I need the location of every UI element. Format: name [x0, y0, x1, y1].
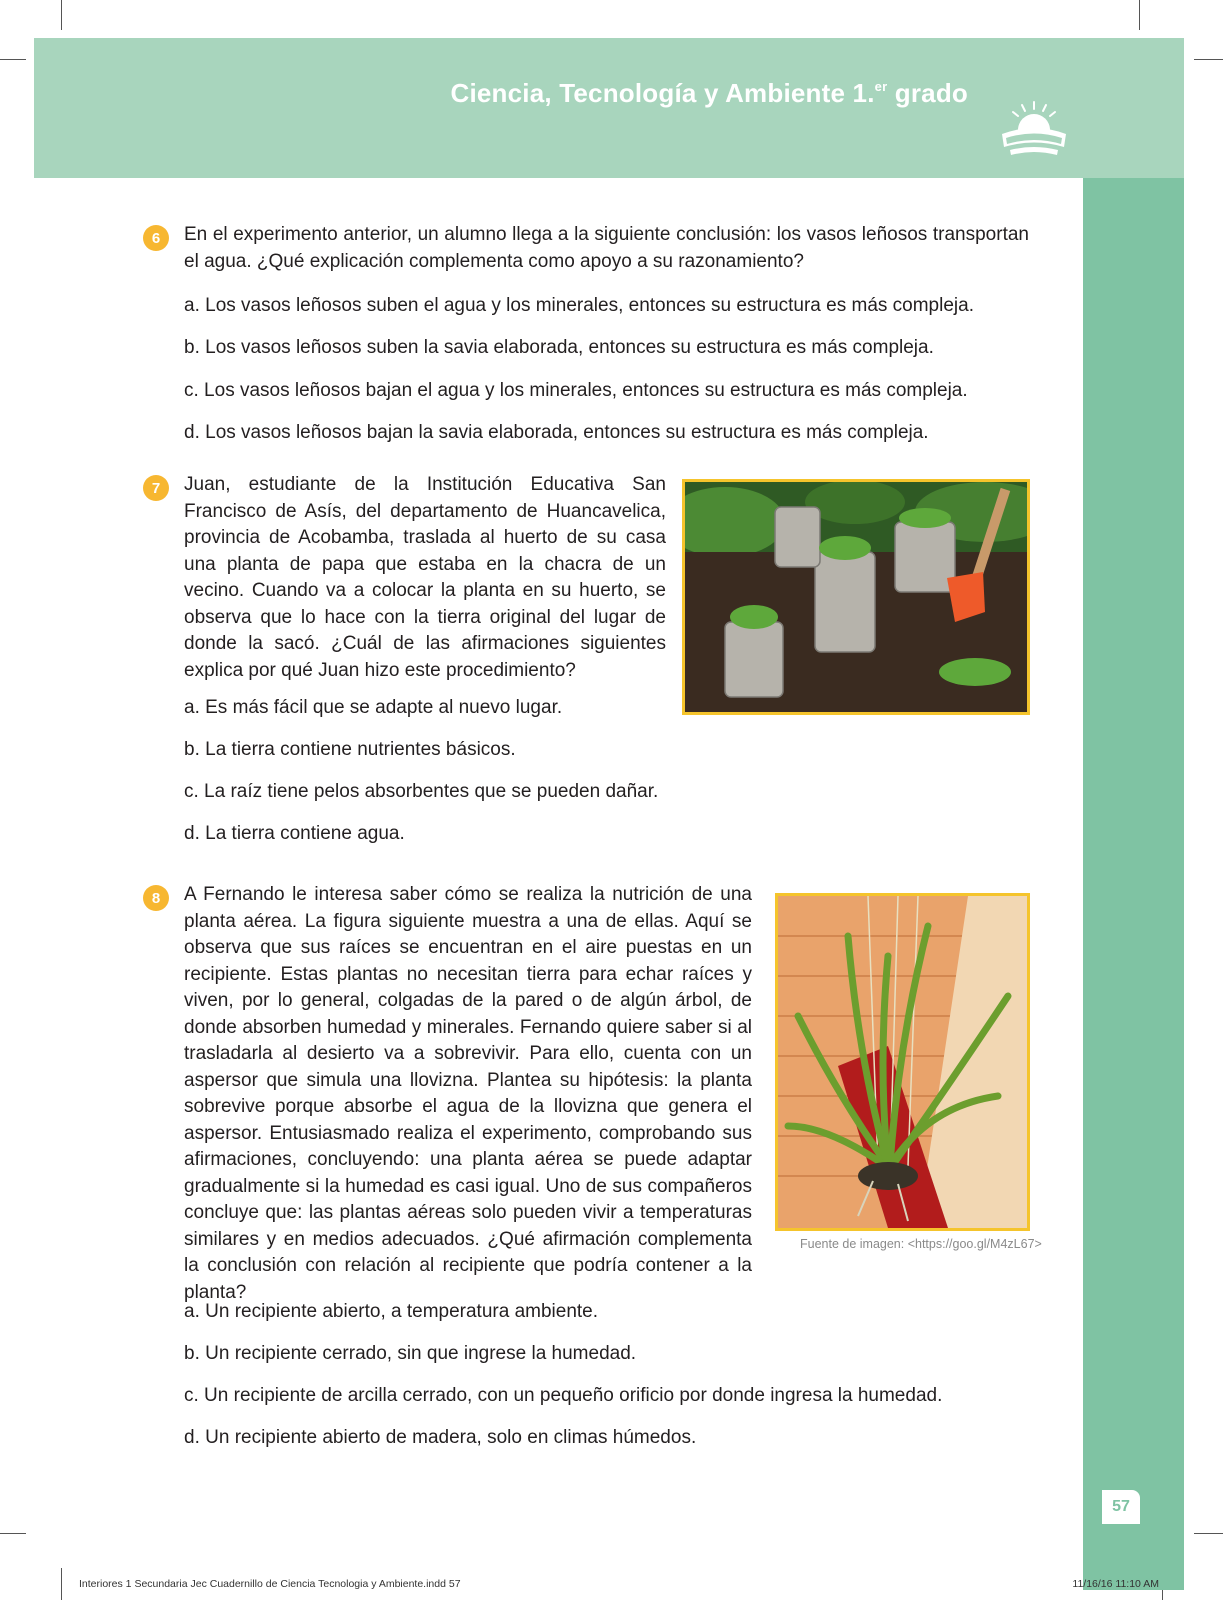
- question-number-badge: 7: [143, 475, 169, 501]
- page-title: Ciencia, Tecnología y Ambiente 1.$^{er}$ grado: [450, 78, 968, 108]
- question-text: Juan, estudiante de la Institución Educativa San Francisco de Asís, del departamento de Huancavelica, provincia de Acobamba, traslada al huerto de su casa una planta de papa que estaba en la chacra de un vecino. Cuando va a colocar la planta en su huerto, se observa que lo hace con la tierra original del lugar de donde la sacó. ¿Cuál de las afirmaciones siguientes explica por qué Juan hizo este procedimiento?: [184, 474, 666, 681]
- question-number-badge: 8: [143, 885, 169, 911]
- crop-mark: [1194, 59, 1223, 60]
- answer-option: c. Un recipiente de arcilla cerrado, con un pequeño orificio por donde ingresa la humedad.: [184, 1385, 943, 1406]
- crop-mark: [61, 1568, 62, 1600]
- footer-file-info: Interiores 1 Secundaria Jec Cuadernillo de Ciencia Tecnologia y Ambiente.indd 57: [79, 1578, 461, 1590]
- footer-timestamp: 11/16/16 11:10 AM: [1072, 1578, 1159, 1590]
- seedlings-illustration: [685, 482, 1027, 712]
- answer-option: d. Los vasos leñosos bajan la savia elaborada, entonces su estructura es más compleja.: [184, 422, 929, 443]
- crop-mark: [61, 0, 62, 30]
- crop-mark: [0, 59, 26, 60]
- answer-option: a. Un recipiente abierto, a temperatura ambiente.: [184, 1301, 599, 1322]
- jornada-escolar-completa-logo: [994, 100, 1074, 162]
- air-plant-illustration: [778, 896, 1027, 1228]
- question-number-badge: 6: [143, 225, 169, 251]
- answer-option: a. Los vasos leñosos suben el agua y los minerales, entonces su estructura es más compleja.: [184, 295, 974, 316]
- question-text: A Fernando le interesa saber cómo se realiza la nutrición de una planta aérea. La figura siguiente muestra a una de ellas. Aquí se observa que sus raíces se encuentran en el aire puestas en un recipiente. Estas plantas no necesitan tierra para echar raíces y viven, por lo general, colgadas de la pared o de algún árbol, de donde absorben humedad y minerales. Fernando quiere saber si al trasladarla al desierto va a sobrevivir. Para ello, cuenta con un aspersor que simula una llovizna. Plantea su hipótesis: la planta sobrevive porque absorbe el agua de la llovizna que genera el aspersor. Entusiasmado realiza el experimento, comprobando sus afirmaciones, concluyendo: una planta aérea se puede adaptar gradualmente si la humedad es casi igual. Uno de sus compañeros concluye que: las plantas aéreas solo pueden vivir a temperaturas similares y en medios adecuados. ¿Qué afirmación complementa la conclusión con relación al recipiente que podría contener a la planta?: [184, 884, 752, 1303]
- crop-mark: [1194, 1533, 1223, 1534]
- air-plant-photo: [775, 893, 1030, 1231]
- answer-option: d. La tierra contiene agua.: [184, 823, 405, 844]
- answer-option: b. La tierra contiene nutrientes básicos.: [184, 739, 516, 760]
- answer-option: c. La raíz tiene pelos absorbentes que se pueden dañar.: [184, 781, 659, 802]
- question-text: En el experimento anterior, un alumno llega a la siguiente conclusión: los vasos leñosos transportan el agua. ¿Qué explicación complementa como apoyo a su razonamiento?: [184, 224, 1029, 272]
- answer-option: d. Un recipiente abierto de madera, solo en climas húmedos.: [184, 1427, 697, 1448]
- crop-mark: [0, 1533, 26, 1534]
- answer-option: b. Los vasos leñosos suben la savia elaborada, entonces su estructura es más compleja.: [184, 337, 934, 358]
- page-number: 57: [1102, 1490, 1140, 1524]
- crop-mark: [1139, 0, 1140, 30]
- answer-option: b. Un recipiente cerrado, sin que ingrese la humedad.: [184, 1343, 637, 1364]
- side-band: [1083, 178, 1184, 1590]
- seedlings-photo: [682, 479, 1030, 715]
- answer-option: a. Es más fácil que se adapte al nuevo lugar.: [184, 697, 563, 718]
- answer-option: c. Los vasos leñosos bajan el agua y los minerales, entonces su estructura es más compleja.: [184, 380, 968, 401]
- image-caption: Fuente de imagen: <https://goo.gl/M4zL67>: [800, 1237, 1042, 1251]
